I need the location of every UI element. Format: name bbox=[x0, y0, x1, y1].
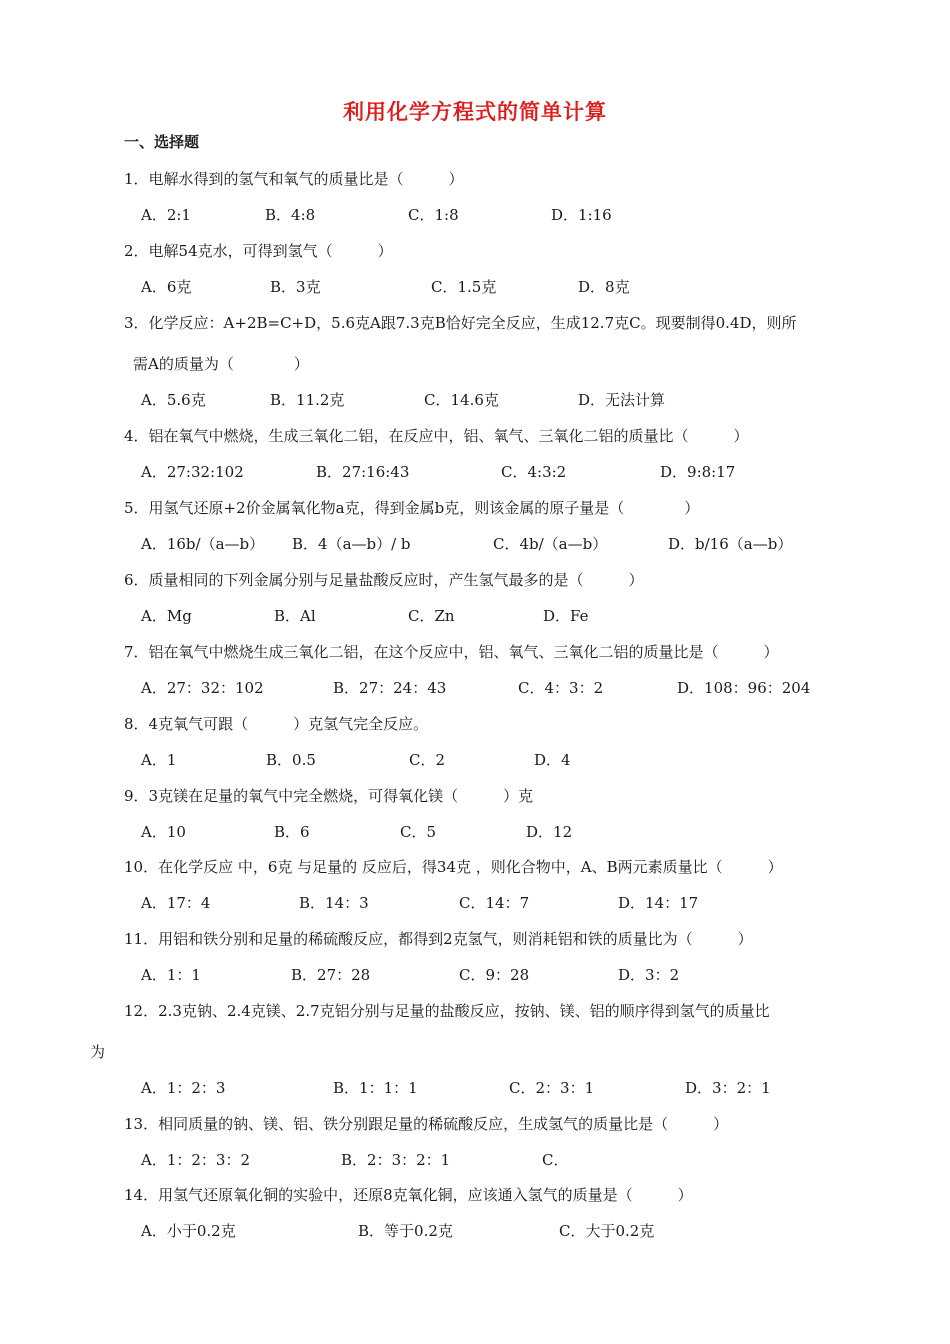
option-b: B．6 bbox=[274, 823, 310, 841]
option-b: B．27：24：43 bbox=[333, 679, 447, 697]
question-text: 5．用氢气还原+2价金属氧化物a克，得到金属b克，则该金属的原子量是（ ） bbox=[124, 499, 700, 517]
option-d: D．b/16（a—b） bbox=[668, 535, 793, 553]
option-b: B．2：3：2：1 bbox=[341, 1151, 451, 1169]
option-b: B．4:8 bbox=[265, 206, 316, 224]
question-text: 6．质量相同的下列金属分别与足量盐酸反应时，产生氢气最多的是（ ） bbox=[124, 571, 644, 589]
option-c: C．Zn bbox=[408, 607, 455, 625]
option-a: A．17：4 bbox=[141, 894, 211, 912]
question-text: 14．用氢气还原氧化铜的实验中，还原8克氧化铜，应该通入氢气的质量是（ ） bbox=[124, 1186, 693, 1204]
option-a: A．27:32:102 bbox=[141, 463, 244, 481]
option-b: B．等于0.2克 bbox=[358, 1222, 453, 1240]
question-text: 9．3克镁在足量的氧气中完全燃烧，可得氧化镁（ ）克 bbox=[124, 787, 534, 805]
option-a: A．6克 bbox=[141, 278, 192, 296]
question-text: 12．2.3克钠、2.4克镁、2.7克铝分别与足量的盐酸反应，按钠、镁、铝的顺序得到氢气的质量比 bbox=[124, 1002, 770, 1020]
question-text-continued: 为 bbox=[90, 1043, 106, 1061]
option-a: A．5.6克 bbox=[141, 391, 206, 409]
option-d: D．14：17 bbox=[618, 894, 699, 912]
option-a: A．小于0.2克 bbox=[141, 1222, 236, 1240]
page-title: 利用化学方程式的简单计算 bbox=[343, 99, 607, 124]
option-c: C．14：7 bbox=[459, 894, 530, 912]
option-c: C．14.6克 bbox=[424, 391, 499, 409]
option-d: D．3：2：1 bbox=[685, 1079, 771, 1097]
option-a: A．1 bbox=[141, 751, 177, 769]
option-a: A．1：2：3 bbox=[141, 1079, 226, 1097]
question-text: 4．铝在氧气中燃烧，生成三氧化二铝，在反应中，铝、氧气、三氧化二铝的质量比（ ） bbox=[124, 427, 749, 445]
option-d: D．3：2 bbox=[618, 966, 680, 984]
option-a: A．Mg bbox=[141, 607, 192, 625]
option-c: C．大于0.2克 bbox=[559, 1222, 655, 1240]
question-text: 10．在化学反应 中，6克 与足量的 反应后，得34克 ，则化合物中，A、B两元素质量比（ ） bbox=[124, 858, 783, 876]
section-heading: 一、选择题 bbox=[124, 133, 200, 151]
option-c: C．2 bbox=[409, 751, 446, 769]
option-d: D．12 bbox=[526, 823, 573, 841]
option-c: C． bbox=[542, 1151, 569, 1169]
option-a: A．2:1 bbox=[141, 206, 191, 224]
option-b: B．0.5 bbox=[266, 751, 316, 769]
option-b: B．3克 bbox=[270, 278, 321, 296]
option-a: A．16b/（a—b） bbox=[141, 535, 265, 553]
option-a: A．27：32：102 bbox=[141, 679, 264, 697]
option-d: D．无法计算 bbox=[578, 391, 666, 409]
question-text-continued: 需A的质量为（ ） bbox=[133, 355, 309, 373]
option-a: A．10 bbox=[141, 823, 186, 841]
option-c: C．9：28 bbox=[459, 966, 530, 984]
option-b: B．27:16:43 bbox=[316, 463, 410, 481]
option-d: D．108：96：204 bbox=[677, 679, 811, 697]
option-b: B．14：3 bbox=[299, 894, 369, 912]
option-c: C．1:8 bbox=[408, 206, 459, 224]
question-text: 11．用铝和铁分别和足量的稀硫酸反应，都得到2克氢气，则消耗铝和铁的质量比为（ ） bbox=[124, 930, 753, 948]
question-text: 8．4克氧气可跟（ ）克氢气完全反应。 bbox=[124, 715, 429, 733]
option-b: B．4（a—b）/ b bbox=[292, 535, 411, 553]
option-d: D．Fe bbox=[543, 607, 589, 625]
option-d: D．4 bbox=[534, 751, 571, 769]
option-b: B．27：28 bbox=[291, 966, 371, 984]
option-a: A．1：2：3：2 bbox=[141, 1151, 251, 1169]
option-c: C．4b/（a—b） bbox=[493, 535, 608, 553]
option-c: C．2：3：1 bbox=[509, 1079, 595, 1097]
option-d: D．9:8:17 bbox=[660, 463, 736, 481]
option-b: B．Al bbox=[274, 607, 316, 625]
option-c: C．4：3：2 bbox=[518, 679, 604, 697]
question-text: 3．化学反应：A+2B=C+D，5.6克A跟7.3克B恰好完全反应，生成12.7克C。现要制得0.4D，则所 bbox=[124, 314, 797, 332]
question-text: 7．铝在氧气中燃烧生成三氧化二铝，在这个反应中，铝、氧气、三氧化二铝的质量比是（ ） bbox=[124, 643, 779, 661]
option-b: B．11.2克 bbox=[270, 391, 345, 409]
option-d: D．1:16 bbox=[551, 206, 612, 224]
question-text: 1．电解水得到的氢气和氧气的质量比是（ ） bbox=[124, 170, 464, 188]
option-c: C．5 bbox=[400, 823, 437, 841]
question-text: 2．电解54克水，可得到氢气（ ） bbox=[124, 242, 393, 260]
option-c: C．1.5克 bbox=[431, 278, 497, 296]
option-c: C．4:3:2 bbox=[501, 463, 567, 481]
option-d: D．8克 bbox=[578, 278, 630, 296]
option-a: A．1：1 bbox=[141, 966, 201, 984]
question-text: 13．相同质量的钠、镁、铝、铁分别跟足量的稀硫酸反应，生成氢气的质量比是（ ） bbox=[124, 1115, 729, 1133]
option-b: B．1：1：1 bbox=[333, 1079, 418, 1097]
